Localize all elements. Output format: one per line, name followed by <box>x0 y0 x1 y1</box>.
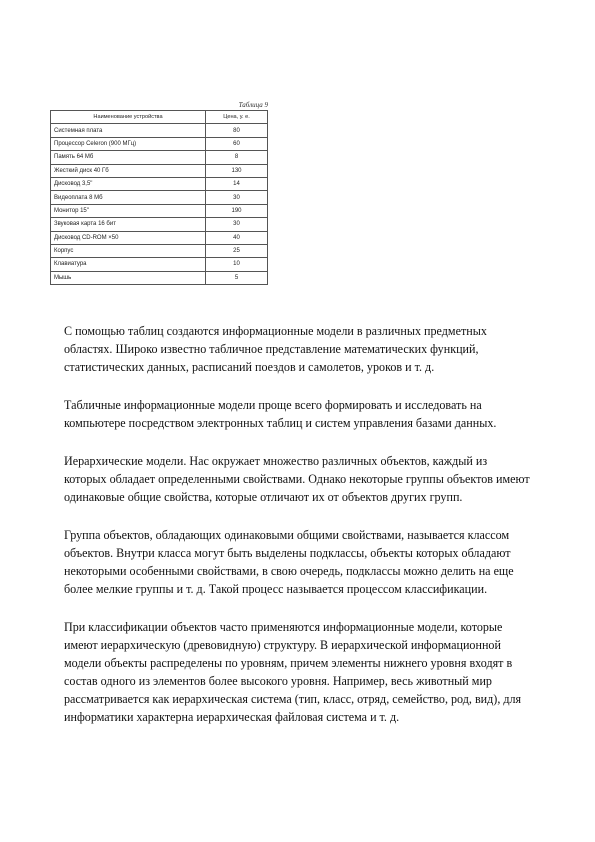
text-line: С помощью таблиц создаются информационные модели в различных предметных <box>64 324 487 338</box>
text-line: статистических данных, расписаний поездов и самолетов, уроков и т. д. <box>64 360 435 374</box>
price-cell: 60 <box>206 137 268 150</box>
table-caption: Таблица 9 <box>238 101 268 109</box>
table-row <box>51 218 268 231</box>
device-cell: Клавиатура <box>51 258 206 271</box>
device-cell: Системная плата <box>51 124 206 137</box>
text-line: которых обладает определенными свойствами. Однако некоторые группы объектов имеют <box>64 472 530 486</box>
table-row <box>51 164 268 177</box>
table-row <box>51 151 268 164</box>
device-cell: Процессор Celeron (900 МГц) <box>51 137 206 150</box>
body-text <box>52 322 562 746</box>
table-row <box>51 137 268 150</box>
price-cell: 40 <box>206 231 268 244</box>
table-row <box>51 258 268 271</box>
column-header-device: Наименование устройства <box>51 111 206 124</box>
device-cell: Память 64 Мб <box>51 151 206 164</box>
paragraph-classification <box>52 618 562 726</box>
text-line: информатики характерна иерархическая файловая система и т. д. <box>64 710 400 724</box>
table-row <box>51 204 268 217</box>
text-line: Группа объектов, обладающих одинаковыми общими свойствами, называется классом <box>64 528 510 542</box>
price-cell: 190 <box>206 204 268 217</box>
text-line: одинаковые общие свойства, которые отличают их от объектов других групп. <box>64 490 463 504</box>
price-cell: 130 <box>206 164 268 177</box>
device-cell: Видеоплата 8 Мб <box>51 191 206 204</box>
table-row <box>51 124 268 137</box>
text-line: некоторыми особенными свойствами, в свою очередь, подклассы можно делить на еще <box>64 564 514 578</box>
text-line: имеют иерархическую (древовидную) структуру. В иерархической информационной <box>64 638 501 652</box>
price-cell: 8 <box>206 151 268 164</box>
device-cell: Мышь <box>51 271 206 284</box>
text-line: объектов. Внутри класса могут быть выделены подклассы, объекты которых обладают <box>64 546 511 560</box>
paragraph-table-models <box>52 322 562 376</box>
text-line: областях. Широко известно табличное представление математических функций, <box>64 342 479 356</box>
text-line: модели объекты распределены по уровням, причем элементы нижнего уровня входят в <box>64 656 513 670</box>
table-row <box>51 177 268 190</box>
column-header-price: Цена, у. е. <box>206 111 268 124</box>
device-cell: Звуковая карта 16 бит <box>51 218 206 231</box>
device-cell: Корпус <box>51 244 206 257</box>
price-cell: 30 <box>206 218 268 231</box>
price-cell: 10 <box>206 258 268 271</box>
text-line: более мелкие группы и т. д. Такой процесс называется процессом классификации. <box>64 582 488 596</box>
price-cell: 80 <box>206 124 268 137</box>
device-cell: Дисковод CD-ROM ×50 <box>51 231 206 244</box>
table-row <box>51 191 268 204</box>
text-line: рассматривается как иерархическая система (тип, класс, отряд, семейство, род, вид), для <box>64 692 522 706</box>
table-row <box>51 231 268 244</box>
text-line: При классификации объектов часто применяются информационные модели, которые <box>64 620 503 634</box>
paragraph-spreadsheets <box>52 396 562 432</box>
table-header-row <box>51 111 268 124</box>
device-cell: Дисковод 3,5" <box>51 177 206 190</box>
price-cell: 14 <box>206 177 268 190</box>
paragraph-hierarchical-models <box>52 452 562 506</box>
text-line: состав одного из элементов более высокого уровня. Например, весь животный мир <box>64 674 492 688</box>
table-row <box>51 244 268 257</box>
device-cell: Жесткий диск 40 Гб <box>51 164 206 177</box>
paragraph-object-class <box>52 526 562 598</box>
text-line: Иерархические модели. Нас окружает множество различных объектов, каждый из <box>64 454 488 468</box>
table-row <box>51 271 268 284</box>
price-cell: 5 <box>206 271 268 284</box>
price-table <box>50 110 268 285</box>
price-table-figure <box>50 100 270 285</box>
text-line: компьютере посредством электронных таблиц и систем управления базами данных. <box>64 416 497 430</box>
text-line: Табличные информационные модели проще всего формировать и исследовать на <box>64 398 482 412</box>
price-cell: 30 <box>206 191 268 204</box>
device-cell: Монитор 15" <box>51 204 206 217</box>
price-cell: 25 <box>206 244 268 257</box>
